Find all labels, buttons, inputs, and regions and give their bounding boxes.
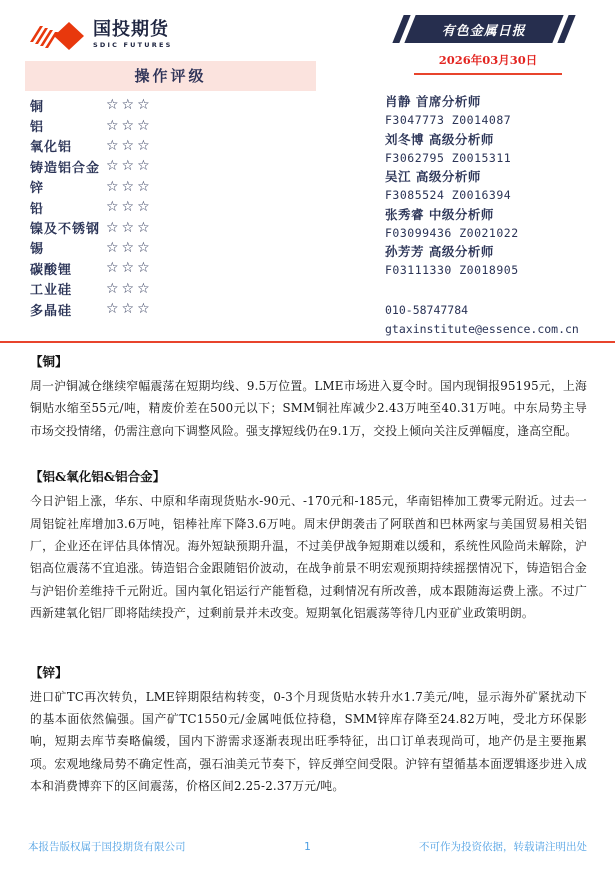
analyst-entry xyxy=(385,167,613,205)
star-rating-icon: ☆☆☆ xyxy=(106,158,153,175)
rating-label: 铅 xyxy=(30,201,45,217)
rating-row-lithium-carbonate xyxy=(30,258,330,278)
star-rating-icon: ☆☆☆ xyxy=(106,178,153,195)
rating-row-polysilicon xyxy=(30,299,330,319)
section-heading: 【铝&氧化铝&铝合金】 xyxy=(30,469,166,485)
rating-label: 铸造铝合金 xyxy=(30,160,101,176)
rating-label: 多晶硅 xyxy=(30,303,73,319)
brand-logo xyxy=(28,18,173,52)
section-text: 进口矿TC再次转负，LME锌期限结构转变，0-3个月现货贴水转升水1.7美元/吨，显示海外矿紧扰动下的基本面依然偏强。国产矿TC1550元/金属吨低位持稳，SMM锌库存降至24.82万吨，受北方环保影响，短期去库节奏略偏缓，国内下游需求逐渐表现出旺季特征，出口订单表现尚可，地产仍是主要拖累项。宏观地缘局势不确定性高，强石油美元节奏下，锌反弹空间受限。沪锌有望循基本面逻辑逐步进入成本和消费博弈下的区间震荡，价格区间2.25-2.37万元/吨。 xyxy=(30,689,587,794)
section-text: 周一沪铜减仓继续窄幅震荡在短期均线、9.5万位置。LME市场进入夏令时。国内现铜报95195元，上海铜贴水缩至55元/吨，精废价差在500元以下；SMM铜社库减少2.43万吨至40.31万吨。中东局势主导市场交投情绪，仍需注意向下调整风险。强支撑短线仍在9.1万，交投上倾向关注反弹幅度，逢高空配。 xyxy=(30,379,587,438)
rating-label: 锡 xyxy=(30,242,45,258)
report-date: 2026年03月30日 xyxy=(438,53,538,67)
brand-name: 国投期货 xyxy=(93,19,169,41)
star-rating-icon: ☆☆☆ xyxy=(106,239,153,256)
rating-row-copper xyxy=(30,95,330,115)
rating-row-lead xyxy=(30,197,330,217)
star-rating-icon: ☆☆☆ xyxy=(106,219,153,236)
analyst-name: 张秀睿 中级分析师 xyxy=(385,206,494,222)
section-copper xyxy=(30,352,587,442)
analyst-ids: F03099436 Z0021022 xyxy=(385,225,519,240)
contact-block xyxy=(385,301,613,340)
page-number: 1 xyxy=(304,840,311,853)
contact-email: gtaxinstitute@essence.com.cn xyxy=(385,322,579,336)
footer-disclaimer: 不可作为投资依据，转载请注明出处 xyxy=(419,841,587,853)
analyst-name: 刘冬博 高级分析师 xyxy=(385,131,494,147)
report-body xyxy=(30,352,587,798)
footer-copyright: 本报告版权属于国投期货有限公司 xyxy=(28,841,186,853)
rating-label: 镍及不锈钢 xyxy=(30,222,101,238)
star-rating-icon: ☆☆☆ xyxy=(106,301,153,318)
analyst-ids: F3062795 Z0015311 xyxy=(385,150,512,165)
rating-label: 氧化铝 xyxy=(30,140,73,156)
analyst-entry xyxy=(385,130,613,168)
analyst-ids: F3047773 Z0014087 xyxy=(385,113,512,127)
ratings-title: 操作评级 xyxy=(25,61,316,91)
star-rating-icon: ☆☆☆ xyxy=(106,260,153,277)
rating-row-cast-aluminum-alloy xyxy=(30,156,330,176)
rating-row-alumina xyxy=(30,136,330,156)
report-title-banner xyxy=(398,15,570,43)
rating-label: 锌 xyxy=(30,181,45,197)
rating-label: 工业硅 xyxy=(30,283,73,299)
rating-row-aluminum xyxy=(30,115,330,135)
brand-mark-icon xyxy=(28,18,86,52)
analyst-entry xyxy=(385,92,613,130)
brand-subtitle: SDIC FUTURES xyxy=(93,41,173,50)
ratings-list xyxy=(30,95,330,319)
section-zinc xyxy=(30,663,587,798)
section-heading: 【铜】 xyxy=(30,354,68,369)
report-title: 有色金属日报 xyxy=(441,23,526,39)
rating-label: 铜 xyxy=(30,99,45,115)
star-rating-icon: ☆☆☆ xyxy=(106,97,153,114)
section-aluminum-alumina-alloy xyxy=(30,467,587,624)
section-text: 今日沪铝上涨，华东、中原和华南现货贴水-90元、-170元和-185元，华南铝棒加工费零元附近。过去一周铝锭社库增加3.6万吨，铝棒社库下降3.6万吨。周末伊朗袭击了阿联酋和巴林两家与美国贸易相关铝厂，企业还在评估具体情况。海外短缺预期升温，不过美伊战争短期难以缓和，系统性风险尚未解除，沪铝高位震荡不宜追涨。铸造铝合金跟随铝价波动，在战争前景不明宏观预期持续摇摆情况下，铸造铝合金与沪铝价差维持千元附近。国内氧化铝运行产能暂稳，过剩情况有所改善，成本跟随海运费上涨。不过广西新建氧化铝厂即将陆续投产，过剩前景并未改变。短期氧化铝震荡等待几内亚矿业政策明朗。 xyxy=(30,494,587,621)
page-footer xyxy=(28,839,587,854)
analyst-entry xyxy=(385,205,613,243)
star-rating-icon: ☆☆☆ xyxy=(106,137,153,154)
analyst-list xyxy=(385,92,613,340)
rating-label: 碳酸锂 xyxy=(30,262,73,278)
section-divider xyxy=(0,341,615,343)
contact-phone: 010-58747784 xyxy=(385,302,469,317)
rating-row-industrial-silicon xyxy=(30,279,330,299)
analyst-name: 吴江 高级分析师 xyxy=(385,169,481,184)
rating-label: 铝 xyxy=(30,120,45,136)
rating-row-tin xyxy=(30,238,330,258)
star-rating-icon: ☆☆☆ xyxy=(106,117,153,134)
analyst-entry xyxy=(385,242,613,280)
analyst-ids: F03111330 Z0018905 xyxy=(385,263,519,277)
analyst-name: 孙芳芳 高级分析师 xyxy=(385,244,494,259)
brand-text xyxy=(93,21,173,49)
report-date-block xyxy=(414,49,562,75)
section-heading: 【锌】 xyxy=(30,664,68,680)
banner-body xyxy=(404,15,563,43)
rating-row-zinc xyxy=(30,177,330,197)
analyst-name: 肖静 首席分析师 xyxy=(385,94,481,109)
rating-row-nickel-stainless xyxy=(30,217,330,237)
star-rating-icon: ☆☆☆ xyxy=(106,199,153,216)
analyst-ids: F3085524 Z0016394 xyxy=(385,188,512,202)
star-rating-icon: ☆☆☆ xyxy=(106,280,153,297)
